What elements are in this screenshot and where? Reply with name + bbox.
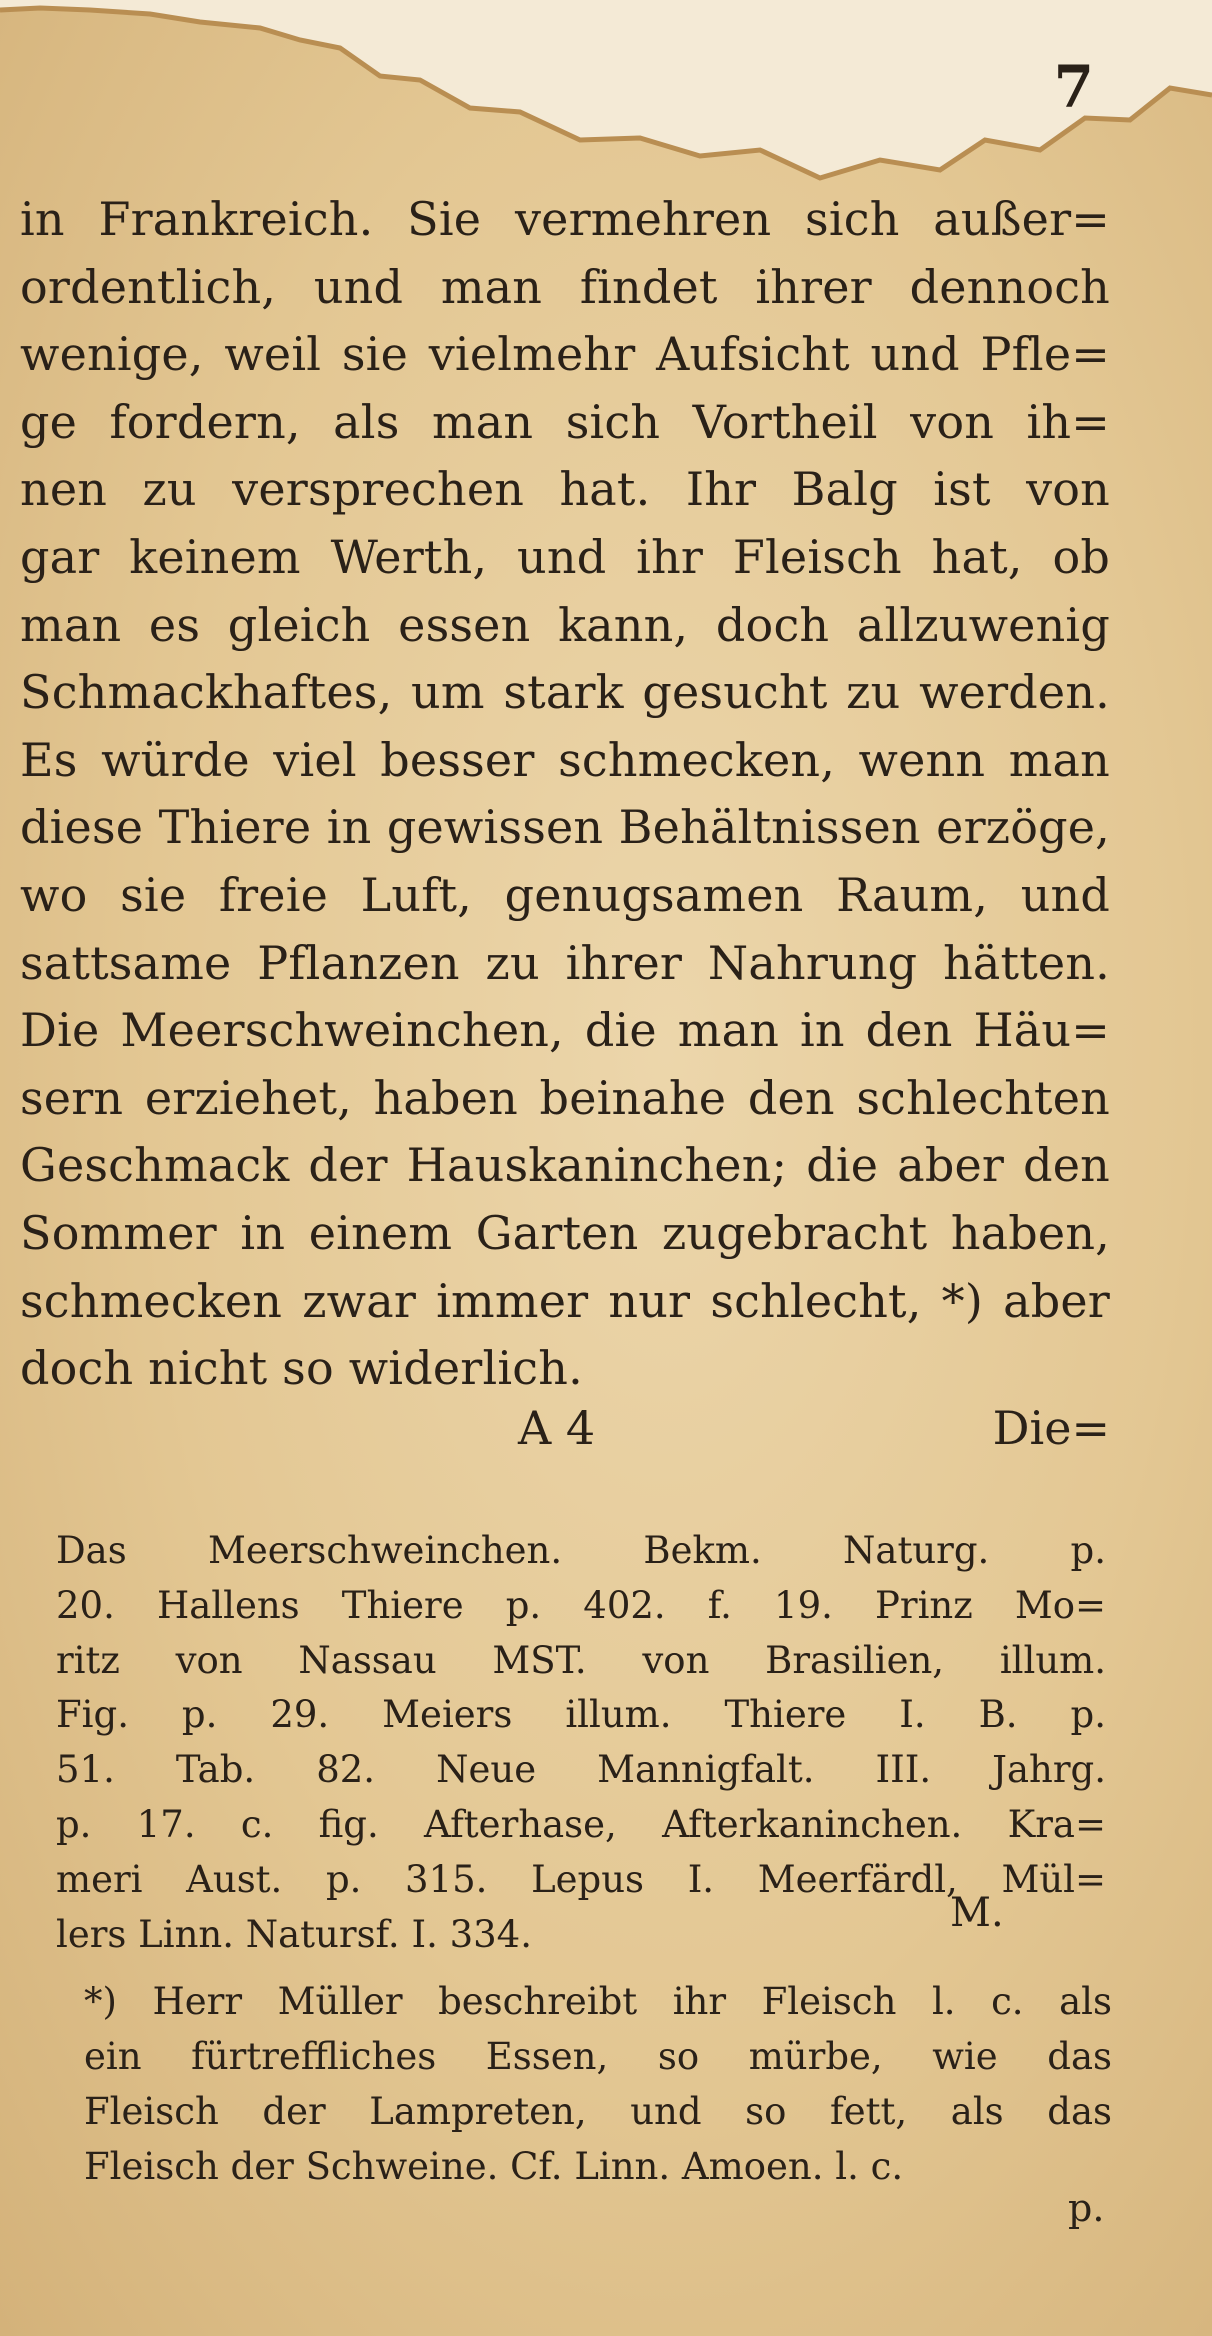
text-line: ordentlich, und man findet ihrer dennoch	[20, 259, 1110, 314]
footnote-line: *) Herr Müller beschreibt ihr Fleisch l. c. als	[84, 1980, 1112, 2023]
reference-line: 20. Hallens Thiere p. 402. f. 19. Prinz Mo=	[56, 1583, 1106, 1627]
catchword: Die=	[992, 1401, 1110, 1455]
text-line: nen zu versprechen hat. Ihr Balg ist von	[20, 462, 1110, 517]
signature-mark: A 4	[518, 1401, 596, 1455]
reference-line: Das Meerschweinchen. Bekm. Naturg. p.	[56, 1529, 1106, 1572]
asterisk-footnote	[84, 1974, 1112, 2194]
footnote-line: ein fürtreffliches Essen, so mürbe, wie das	[84, 2035, 1112, 2078]
reference-line: p. 17. c. fig. Afterhase, Afterkaninchen. Kra=	[56, 1802, 1106, 1846]
text-line: Geschmack der Hauskaninchen; die aber den	[20, 1138, 1110, 1193]
reference-line: Fig. p. 29. Meiers illum. Thiere I. B. p.	[56, 1693, 1106, 1737]
text-line: wenige, weil sie vielmehr Aufsicht und Pfle=	[20, 327, 1110, 382]
text-line: gar keinem Werth, und ihr Fleisch hat, ob	[20, 529, 1110, 584]
text-line: Sommer in einem Garten zugebracht haben,	[20, 1205, 1110, 1260]
text-line: Schmackhaftes, um stark gesucht zu werden.	[20, 665, 1110, 720]
text-line: in Frankreich. Sie vermehren sich außer=	[20, 192, 1110, 246]
text-line: schmecken zwar immer nur schlecht, *) aber	[20, 1273, 1110, 1328]
footnote-catchword: p.	[1068, 2186, 1105, 2230]
text-line: sattsame Pflanzen zu ihrer Nahrung hätten.	[20, 935, 1110, 990]
text-line: Die Meerschweinchen, die man in den Häu=	[20, 1003, 1110, 1058]
text-line: ge fordern, als man sich Vortheil von ih=	[20, 394, 1110, 449]
reference-line: ritz von Nassau MST. von Brasilien, illum.	[56, 1638, 1106, 1682]
main-text-block	[20, 186, 1110, 1403]
footnote-line: Fleisch der Lampreten, und so fett, als das	[84, 2090, 1112, 2133]
text-line: diese Thiere in gewissen Behältnissen erzöge,	[20, 800, 1110, 855]
reference-catchword: M.	[950, 1890, 1004, 1936]
text-line: Es würde viel besser schmecken, wenn man	[20, 732, 1110, 787]
reference-line: 51. Tab. 82. Neue Mannigfalt. III. Jahrg.	[56, 1748, 1106, 1792]
reference-line: lers Linn. Natursf. I. 334.	[56, 1912, 532, 1956]
reference-footnote	[56, 1524, 1106, 1962]
text-line: sern erziehet, haben beinahe den schlechten	[20, 1070, 1110, 1125]
text-line: man es gleich essen kann, doch allzuwenig	[20, 597, 1110, 652]
footnote-line: Fleisch der Schweine. Cf. Linn. Amoen. l. c.	[84, 2145, 904, 2188]
text-line: doch nicht so widerlich.	[20, 1341, 583, 1396]
text-line: wo sie freie Luft, genugsamen Raum, und	[20, 867, 1110, 922]
reference-line: meri Aust. p. 315. Lepus I. Meerfärdl, Mül=	[56, 1857, 1106, 1901]
signature-row	[20, 1393, 1110, 1463]
page-number: 7	[1053, 53, 1094, 121]
